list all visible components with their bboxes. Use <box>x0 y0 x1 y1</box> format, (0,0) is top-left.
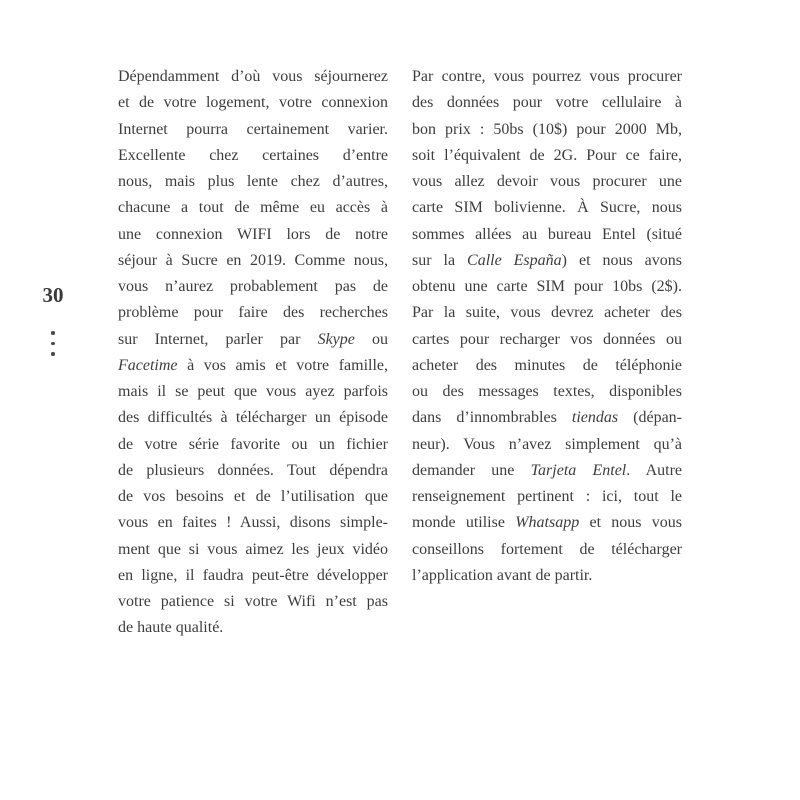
text-column-right <box>412 64 682 589</box>
text-line: bon prix : 50bs (10$) pour 2000 Mb, <box>412 120 682 138</box>
text-line: et de votre logement, votre connexion <box>118 94 388 112</box>
dot <box>51 342 55 346</box>
text-line: ou des messages textes, disponibles <box>412 383 682 400</box>
text-line: votre patience si votre Wifi n’est pas <box>118 593 388 610</box>
text-line: demander une Tarjeta Entel. Autre <box>412 461 682 479</box>
vertical-ellipsis-icon <box>28 331 78 356</box>
text-line: obtenu une carte SIM pour 10bs (2$). <box>412 278 682 295</box>
text-line: chacune a tout de même eu accès à <box>118 199 388 217</box>
page-number: 30 <box>42 283 64 307</box>
text-line: de plusieurs données. Tout dépendra <box>118 461 388 479</box>
text-line: de votre série favorite ou un fichier <box>118 435 388 453</box>
text-line: sur la Calle España) et nous avons <box>412 251 682 269</box>
dot <box>51 331 55 335</box>
text-line: Par contre, vous pourrez vous procurer <box>412 68 682 85</box>
text-line: dans d’innombrables tiendas (dépan- <box>412 409 683 427</box>
text-line: de haute qualité. <box>118 619 224 637</box>
text-line: ment que si vous aimez les jeux vidéo <box>118 540 388 558</box>
text-line: Excellente chez certaines d’entre <box>118 146 388 164</box>
text-line: problème pour faire des recherches <box>118 304 388 322</box>
text-line: neur). Vous n’avez simplement qu’à <box>412 435 682 453</box>
text-line: acheter des minutes de téléphonie <box>412 356 682 374</box>
text-column-left <box>118 64 388 642</box>
margin-block <box>28 282 78 356</box>
text-line: monde utilise Whatsapp et nous vous <box>412 514 683 532</box>
text-line: soit l’équivalent de 2G. Pour ce faire, <box>412 146 682 164</box>
text-line: mais il se peut que vous ayez parfois <box>118 383 388 400</box>
text-line: vous allez devoir vous procurer une <box>412 173 682 190</box>
text-line: renseignement pertinent : ici, tout le <box>412 488 682 505</box>
text-line: l’application avant de partir. <box>412 566 593 584</box>
text-line: vous n’aurez probablement pas de <box>118 278 388 295</box>
text-line: sommes allées au bureau Entel (situé <box>412 225 682 243</box>
text-line: de vos besoins et de l’utilisation que <box>118 488 388 505</box>
text-line: Par la suite, vous devrez acheter des <box>412 304 682 322</box>
dot <box>51 352 55 356</box>
text-line: carte SIM bolivienne. À Sucre, nous <box>412 199 682 217</box>
text-line: Internet pourra certainement varier. <box>118 120 388 138</box>
text-line: conseillons fortement de télécharger <box>412 540 682 558</box>
text-line: cartes pour recharger vos données ou <box>412 330 682 348</box>
text-line: Dépendamment d’où vous séjournerez <box>118 68 388 85</box>
text-line: nous, mais plus lente chez d’autres, <box>118 173 388 190</box>
text-line: une connexion WIFI lors de notre <box>118 225 388 243</box>
text-line: en ligne, il faudra peut-être développer <box>118 566 388 584</box>
text-line: des difficultés à télécharger un épisode <box>118 409 388 427</box>
text-line: séjour à Sucre en 2019. Comme nous, <box>118 251 388 269</box>
text-line: vous en faites ! Aussi, disons simple- <box>118 514 388 532</box>
text-line: des données pour votre cellulaire à <box>412 94 682 112</box>
text-line: sur Internet, parler par Skype ou <box>118 330 389 348</box>
text-line: Facetime à vos amis et votre famille, <box>118 356 388 374</box>
